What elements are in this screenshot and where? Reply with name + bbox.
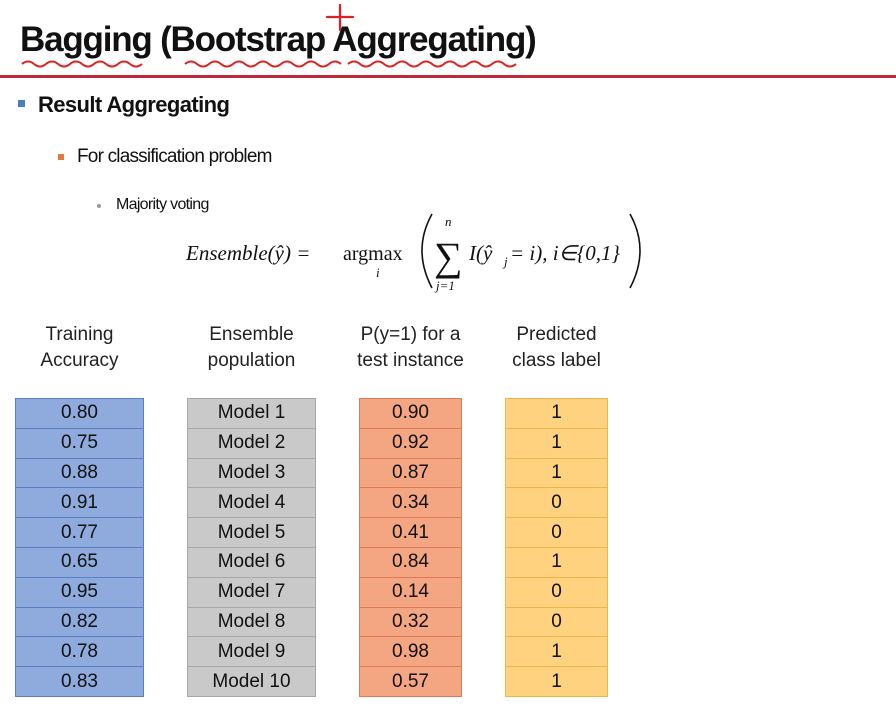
accuracy-cell: 0.82 — [15, 607, 144, 638]
formula-indicator-rest: = i), i∈{0,1} — [510, 241, 620, 265]
formula-argmax: argmax — [343, 243, 403, 265]
formula-indicator: I(ŷ — [469, 241, 493, 265]
accuracy-cell: 0.83 — [15, 666, 144, 697]
training-accuracy-column — [15, 398, 144, 697]
squiggle-underline-1 — [22, 62, 142, 67]
label-cell: 1 — [505, 428, 608, 459]
slide-title: Bagging (Bootstrap Aggregating) — [20, 20, 536, 59]
header-predicted-label: Predicted class label — [512, 324, 601, 371]
formula-left-paren — [422, 214, 432, 288]
probability-cell: 0.90 — [359, 398, 462, 429]
formula-lhs: Ensemble(ŷ) = — [186, 241, 311, 265]
model-cell: Model 6 — [187, 547, 316, 578]
accuracy-cell: 0.88 — [15, 458, 144, 489]
probability-cell: 0.34 — [359, 487, 462, 518]
majority-voting-formula — [180, 200, 660, 300]
model-cell: Model 5 — [187, 517, 316, 548]
model-cell: Model 8 — [187, 607, 316, 638]
label-cell: 1 — [505, 636, 608, 667]
label-cell: 0 — [505, 607, 608, 638]
accuracy-cell: 0.77 — [15, 517, 144, 548]
accuracy-cell: 0.78 — [15, 636, 144, 667]
probability-cell: 0.14 — [359, 577, 462, 608]
sigma-icon: ∑ — [434, 234, 463, 279]
label-cell: 1 — [505, 398, 608, 429]
bullet-level2-text: For classification problem — [77, 146, 272, 167]
squiggle-underline-3 — [348, 62, 516, 67]
square-bullet-icon — [58, 154, 64, 160]
bullet-level3-text: Majority voting — [116, 196, 209, 213]
model-cell: Model 9 — [187, 636, 316, 667]
probability-cell: 0.87 — [359, 458, 462, 489]
model-cell: Model 7 — [187, 577, 316, 608]
formula-sum-lower: j=1 — [436, 278, 455, 293]
formula-argmax-subscript: i — [376, 265, 380, 280]
probability-column — [359, 398, 462, 697]
label-cell: 0 — [505, 487, 608, 518]
probability-cell: 0.57 — [359, 666, 462, 697]
label-cell: 1 — [505, 458, 608, 489]
probability-cell: 0.41 — [359, 517, 462, 548]
probability-cell: 0.92 — [359, 428, 462, 459]
accuracy-cell: 0.80 — [15, 398, 144, 429]
predicted-label-column — [505, 398, 608, 697]
header-probability: P(y=1) for a test instance — [357, 324, 464, 371]
formula-indicator-subscript: j — [504, 254, 508, 269]
label-cell: 0 — [505, 517, 608, 548]
accuracy-cell: 0.95 — [15, 577, 144, 608]
square-bullet-icon — [18, 100, 25, 107]
model-cell: Model 2 — [187, 428, 316, 459]
accuracy-cell: 0.91 — [15, 487, 144, 518]
label-cell: 1 — [505, 547, 608, 578]
bullet-level1-text: Result Aggregating — [38, 92, 230, 117]
model-cell: Model 4 — [187, 487, 316, 518]
formula-right-paren — [630, 214, 640, 288]
probability-cell: 0.84 — [359, 547, 462, 578]
header-ensemble-population: Ensemble population — [207, 324, 296, 371]
label-cell: 0 — [505, 577, 608, 608]
model-cell: Model 3 — [187, 458, 316, 489]
dot-bullet-icon — [97, 204, 101, 208]
model-cell: Model 10 — [187, 666, 316, 697]
formula-sum-upper: n — [445, 214, 452, 229]
accuracy-cell: 0.75 — [15, 428, 144, 459]
probability-cell: 0.98 — [359, 636, 462, 667]
header-training-accuracy: Training Accuracy — [40, 324, 119, 371]
model-cell: Model 1 — [187, 398, 316, 429]
accuracy-cell: 0.65 — [15, 547, 144, 578]
title-underline-rule — [0, 75, 896, 78]
ensemble-population-column — [187, 398, 316, 697]
label-cell: 1 — [505, 666, 608, 697]
probability-cell: 0.32 — [359, 607, 462, 638]
squiggle-underline-2 — [185, 62, 341, 67]
